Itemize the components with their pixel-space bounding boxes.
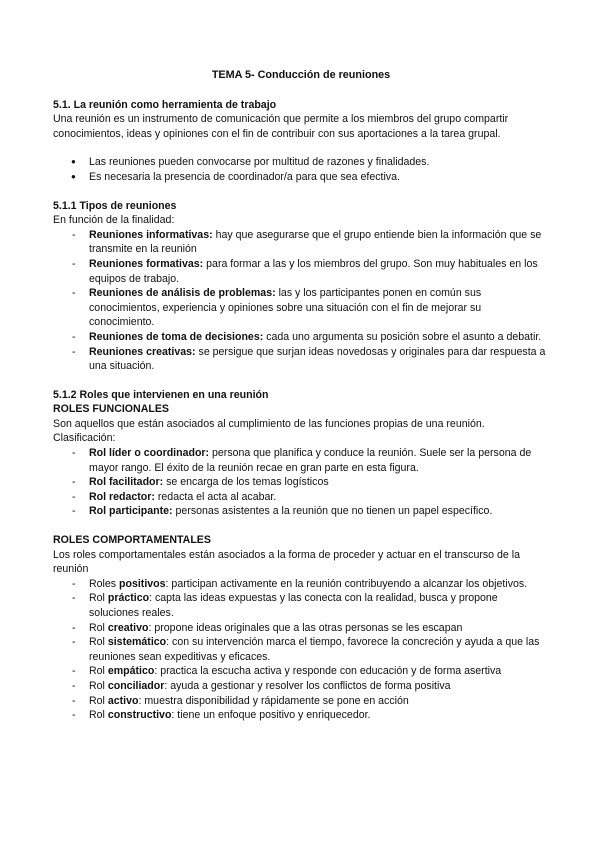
dash-marker: - (72, 709, 76, 722)
dash-marker: - (72, 694, 76, 707)
behavioral-roles-list (53, 577, 549, 723)
dash-marker: - (72, 679, 76, 692)
item-text: las y los participantes ponen en común sus conocimientos, experiencia y opiniones sobre una situación con el fin de mejorar su conocimiento. (89, 287, 482, 329)
section-5-1-1-heading: 5.1.1 Tipos de reuniones (53, 199, 177, 212)
item-term: Reuniones de toma de decisiones: (89, 330, 264, 343)
list-item (53, 708, 549, 723)
item-text: : participan activamente en la reunión contribuyendo a alcanzar los objetivos. (165, 577, 528, 590)
item-text: para formar a las y los miembros del grupo. Son muy habituales en los equipos de trabajo. (89, 257, 538, 285)
item-text: persona que planifica y conduce la reunión. Suele ser la persona de mayor rango. El éxito de la reunión recae en gran parte en esta figura. (89, 447, 532, 474)
document-page (53, 68, 549, 723)
dash-marker: - (72, 257, 76, 270)
bullet-item: ● Las reuniones pueden convocarse por multitud de razones y finalidades. (53, 155, 549, 170)
dash-marker: - (72, 287, 76, 300)
item-term: constructivo (107, 709, 172, 722)
functional-roles-heading: ROLES FUNCIONALES (53, 403, 169, 416)
dash-marker: - (72, 476, 76, 489)
item-text: : con su intervención marca el tiempo, favorece la concreción y ayuda a que las reuniones sean expeditivas y eficaces. (89, 636, 540, 663)
section-5-1-paragraph: Una reunión es un instrumento de comunicación que permite a los miembros del grupo compartir conocimientos, ideas y opiniones con el fin de contribuir con sus aportaciones a la tarea grupal. (53, 113, 509, 140)
item-text: cada uno argumenta su posición sobre el asunto a debatir. (263, 330, 542, 343)
item-text: hay que asegurarse que el grupo entiende bien la información que se transmite en la reunión (89, 228, 542, 256)
item-term: Rol redactor: (89, 490, 155, 503)
item-text: : capta las ideas expuestas y las conecta con la realidad, busca y propone soluciones reales. (89, 592, 498, 619)
list-item (53, 621, 549, 636)
list-item (53, 446, 549, 475)
item-text: : ayuda a gestionar y resolver los conflictos de forma positiva (164, 679, 451, 692)
dash-marker: - (72, 592, 76, 605)
item-text: : propone ideas originales que a las otras personas se les escapan (148, 621, 463, 634)
dash-marker: - (72, 577, 76, 590)
list-item (53, 591, 549, 620)
item-text: redacta el acta al acabar. (154, 490, 277, 503)
section-5-1-bullets (53, 155, 549, 184)
dash-marker: - (72, 505, 76, 518)
list-item (53, 345, 549, 374)
page-title: TEMA 5- Conducción de reuniones (211, 69, 391, 81)
behavioral-roles-heading: ROLES COMPORTAMENTALES (53, 534, 211, 547)
dash-marker: - (72, 447, 76, 460)
dash-marker: - (72, 330, 76, 343)
list-item (53, 694, 549, 709)
item-term: Reuniones creativas: (89, 345, 196, 358)
section-5-1-1-intro: En función de la finalidad: (53, 214, 175, 227)
item-prefix: Rol (89, 621, 108, 634)
item-text: : tiene un enfoque positivo y enriquecedor. (171, 709, 371, 722)
item-prefix: Rol (89, 636, 108, 649)
section-5-1-heading: 5.1. La reunión como herramienta de trabajo (53, 98, 277, 111)
list-item (53, 286, 549, 330)
dash-marker: - (72, 490, 76, 503)
classification-label: Clasificación: (53, 432, 116, 445)
item-term: Rol líder o coordinador: (89, 447, 210, 460)
bullet-item: ● Es necesaria la presencia de coordinador/a para que sea efectiva. (53, 170, 549, 185)
item-term: Rol participante: (89, 505, 173, 518)
list-item (53, 664, 549, 679)
list-item (53, 228, 549, 257)
functional-roles-list (53, 446, 549, 519)
item-term: conciliador (107, 679, 165, 692)
item-term: Rol facilitador: (89, 476, 164, 489)
item-term: Reuniones informativas: (89, 228, 213, 241)
list-item (53, 475, 549, 490)
list-item (53, 577, 549, 592)
item-text: : muestra disponibilidad y rápidamente se pone en acción (138, 694, 409, 707)
list-item (53, 635, 549, 664)
item-term: creativo (107, 621, 149, 634)
dash-marker: - (72, 228, 76, 241)
dash-marker: - (72, 621, 76, 634)
item-term: práctico (107, 592, 150, 605)
item-prefix: Rol (89, 709, 108, 722)
item-prefix: Rol (89, 665, 108, 678)
item-term: Reuniones de análisis de problemas: (89, 287, 276, 300)
section-5-1-2-heading: 5.1.2 Roles que intervienen en una reunión (53, 388, 269, 401)
list-item (53, 490, 549, 505)
functional-roles-paragraph: Son aquellos que están asociados al cumplimiento de las funciones propias de una reunión. (53, 417, 485, 430)
list-item (53, 504, 549, 519)
item-text: se persigue que surjan ideas novedosas y originales para dar respuesta a una situación. (89, 345, 546, 373)
item-term: positivos (119, 577, 166, 590)
item-prefix: Rol (89, 679, 108, 692)
dash-marker: - (72, 636, 76, 649)
item-term: activo (107, 694, 139, 707)
item-prefix: Rol (89, 694, 108, 707)
item-text: personas asistentes a la reunión que no tienen un papel específico. (172, 505, 493, 518)
item-term: Reuniones formativas: (89, 257, 204, 270)
item-text: : practica la escucha activa y responde con educación y de forma asertiva (154, 665, 502, 678)
dash-marker: - (72, 665, 76, 678)
item-prefix: Roles (89, 577, 120, 590)
behavioral-roles-paragraph: Los roles comportamentales están asociados a la forma de proceder y actuar en el transcurso de la reunión (53, 548, 520, 576)
list-item (53, 330, 549, 345)
dash-marker: - (72, 345, 76, 358)
list-item (53, 679, 549, 694)
list-item (53, 257, 549, 286)
item-prefix: Rol (89, 592, 108, 605)
meeting-types-list (53, 228, 549, 374)
item-text: se encarga de los temas logísticos (163, 476, 329, 489)
item-term: sistemático (107, 636, 167, 649)
item-term: empático (107, 665, 155, 678)
